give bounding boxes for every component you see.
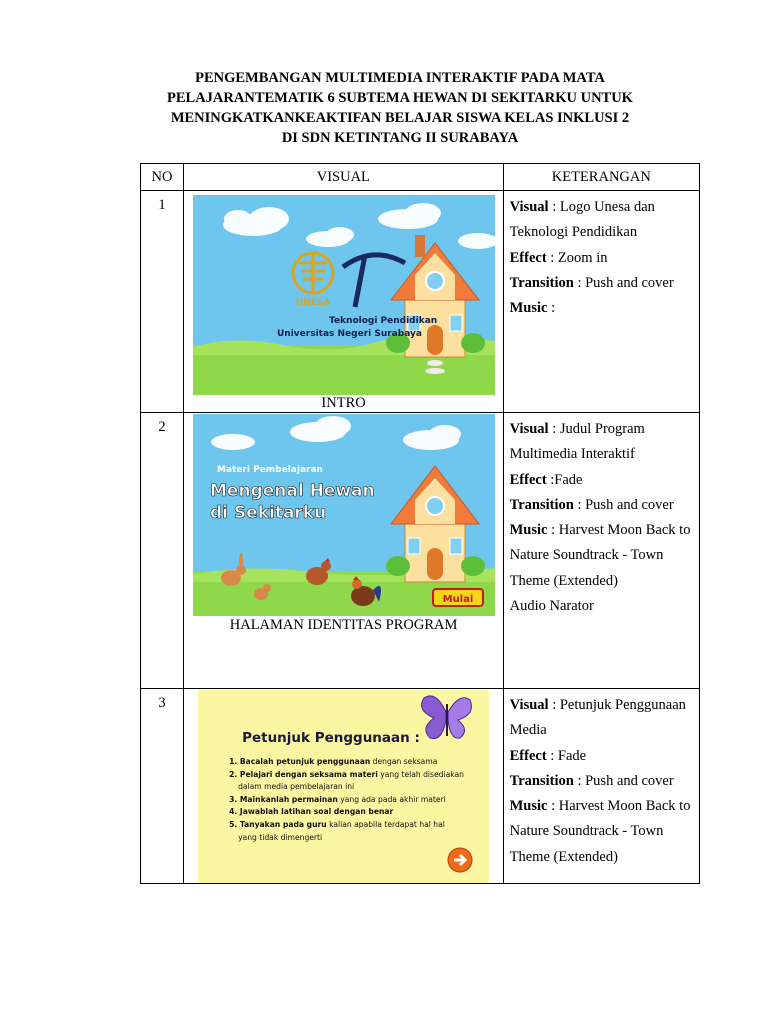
transition-text: : Push and cover	[573, 274, 674, 291]
intro-screenshot	[193, 195, 495, 395]
document-title	[100, 68, 700, 148]
intro-line2: Universitas Negeri Surabaya	[277, 329, 422, 339]
row-number: 2	[141, 413, 184, 689]
program-subtitle: Materi Pembelajaran	[217, 465, 324, 475]
music-label: Music	[509, 300, 548, 317]
visual-cell	[184, 689, 504, 884]
next-arrow-button[interactable]	[447, 847, 473, 873]
instructions-heading: Petunjuk Penggunaan :	[242, 730, 420, 746]
screenshot-caption: INTRO	[321, 395, 366, 411]
title-line: PELAJARANTEMATIK 6 SUBTEMA HEWAN DI SEKITARKU UNTUK	[167, 90, 633, 106]
effect-text: : Zoom in	[546, 249, 608, 266]
visual-text: : Petunjuk Penggunaan Media	[509, 697, 686, 739]
effect-label: Effect	[509, 471, 547, 488]
list-item: 4. Jawablah latihan soal dengan benar	[229, 807, 394, 817]
instructions-screenshot	[198, 690, 489, 883]
program-title-line1: Mengenal Hewan	[210, 481, 375, 501]
music-text: : Harvest Moon Back to Nature Soundtrack - Town Theme (Extended)	[509, 798, 691, 865]
intro-scene	[193, 195, 495, 395]
logo-text: UNESA	[295, 298, 331, 308]
keterangan-cell	[503, 689, 699, 884]
title-screenshot	[193, 414, 495, 616]
instructions-list	[229, 756, 464, 844]
transition-label: Transition	[509, 496, 574, 513]
row-number: 3	[141, 689, 184, 884]
visual-text: : Logo Unesa dan Teknologi Pendidikan	[509, 199, 655, 241]
intro-line1: Teknologi Pendidikan	[329, 316, 438, 326]
effect-label: Effect	[509, 249, 547, 266]
table-row	[141, 191, 700, 413]
list-item: dalam media pembelajaran ini	[238, 782, 355, 792]
visual-label: Visual	[509, 421, 549, 437]
header-visual: VISUAL	[184, 164, 504, 191]
row-number: 1	[141, 191, 184, 413]
table-row	[141, 689, 700, 884]
mulai-button-label: Mulai	[442, 594, 474, 605]
list-item: 1. Bacalah petunjuk penggunaan dengan seksama	[229, 757, 438, 766]
title-line: PENGEMBANGAN MULTIMEDIA INTERAKTIF PADA MATA	[195, 70, 605, 86]
list-item: yang tidak dimengerti	[238, 832, 323, 842]
list-item: 5. Tanyakan pada guru kalian apabila terdapat hal hal	[229, 819, 445, 829]
effect-label: Effect	[509, 747, 547, 764]
audio-narrator-text: Audio Narator	[509, 598, 594, 615]
transition-text: : Push and cover	[573, 496, 674, 513]
transition-text: : Push and cover	[573, 772, 674, 789]
mulai-button[interactable]	[433, 589, 483, 606]
music-text: : Harvest Moon Back to Nature Soundtrack - Town Theme (Extended)	[509, 522, 691, 589]
program-title-line2: di Sekitarku	[210, 503, 327, 523]
title-line: MENINGKATKANKEAKTIFAN BELAJAR SISWA KELAS INKLUSI 2	[170, 110, 630, 126]
visual-cell	[184, 191, 504, 413]
keterangan-cell	[503, 191, 699, 413]
music-label: Music	[509, 798, 548, 815]
music-text: :	[547, 300, 556, 317]
screenshot-caption: HALAMAN IDENTITAS PROGRAM	[229, 617, 458, 633]
visual-label: Visual	[509, 199, 549, 215]
effect-text: : Fade	[546, 747, 587, 764]
header-keterangan: KETERANGAN	[503, 164, 699, 191]
list-item: 2. Pelajari dengan seksama materi yang telah disediakan	[229, 769, 464, 779]
table-header-row	[141, 164, 700, 191]
transition-label: Transition	[509, 274, 574, 291]
header-no: NO	[141, 164, 184, 191]
storyboard-table	[140, 163, 700, 884]
music-label: Music	[509, 522, 548, 539]
transition-label: Transition	[509, 772, 574, 789]
title-scene	[193, 414, 495, 616]
butterfly-icon	[416, 690, 476, 745]
table-row	[141, 413, 700, 689]
keterangan-cell	[503, 413, 699, 689]
list-item: 3. Mainkanlah permainan yang ada pada akhir materi	[229, 794, 446, 804]
title-line: DI SDN KETINTANG II SURABAYA	[281, 130, 519, 146]
visual-text: : Judul Program Multimedia Interaktif	[509, 421, 645, 463]
effect-text: :Fade	[546, 471, 583, 488]
visual-label: Visual	[509, 697, 549, 713]
visual-cell	[184, 413, 504, 689]
